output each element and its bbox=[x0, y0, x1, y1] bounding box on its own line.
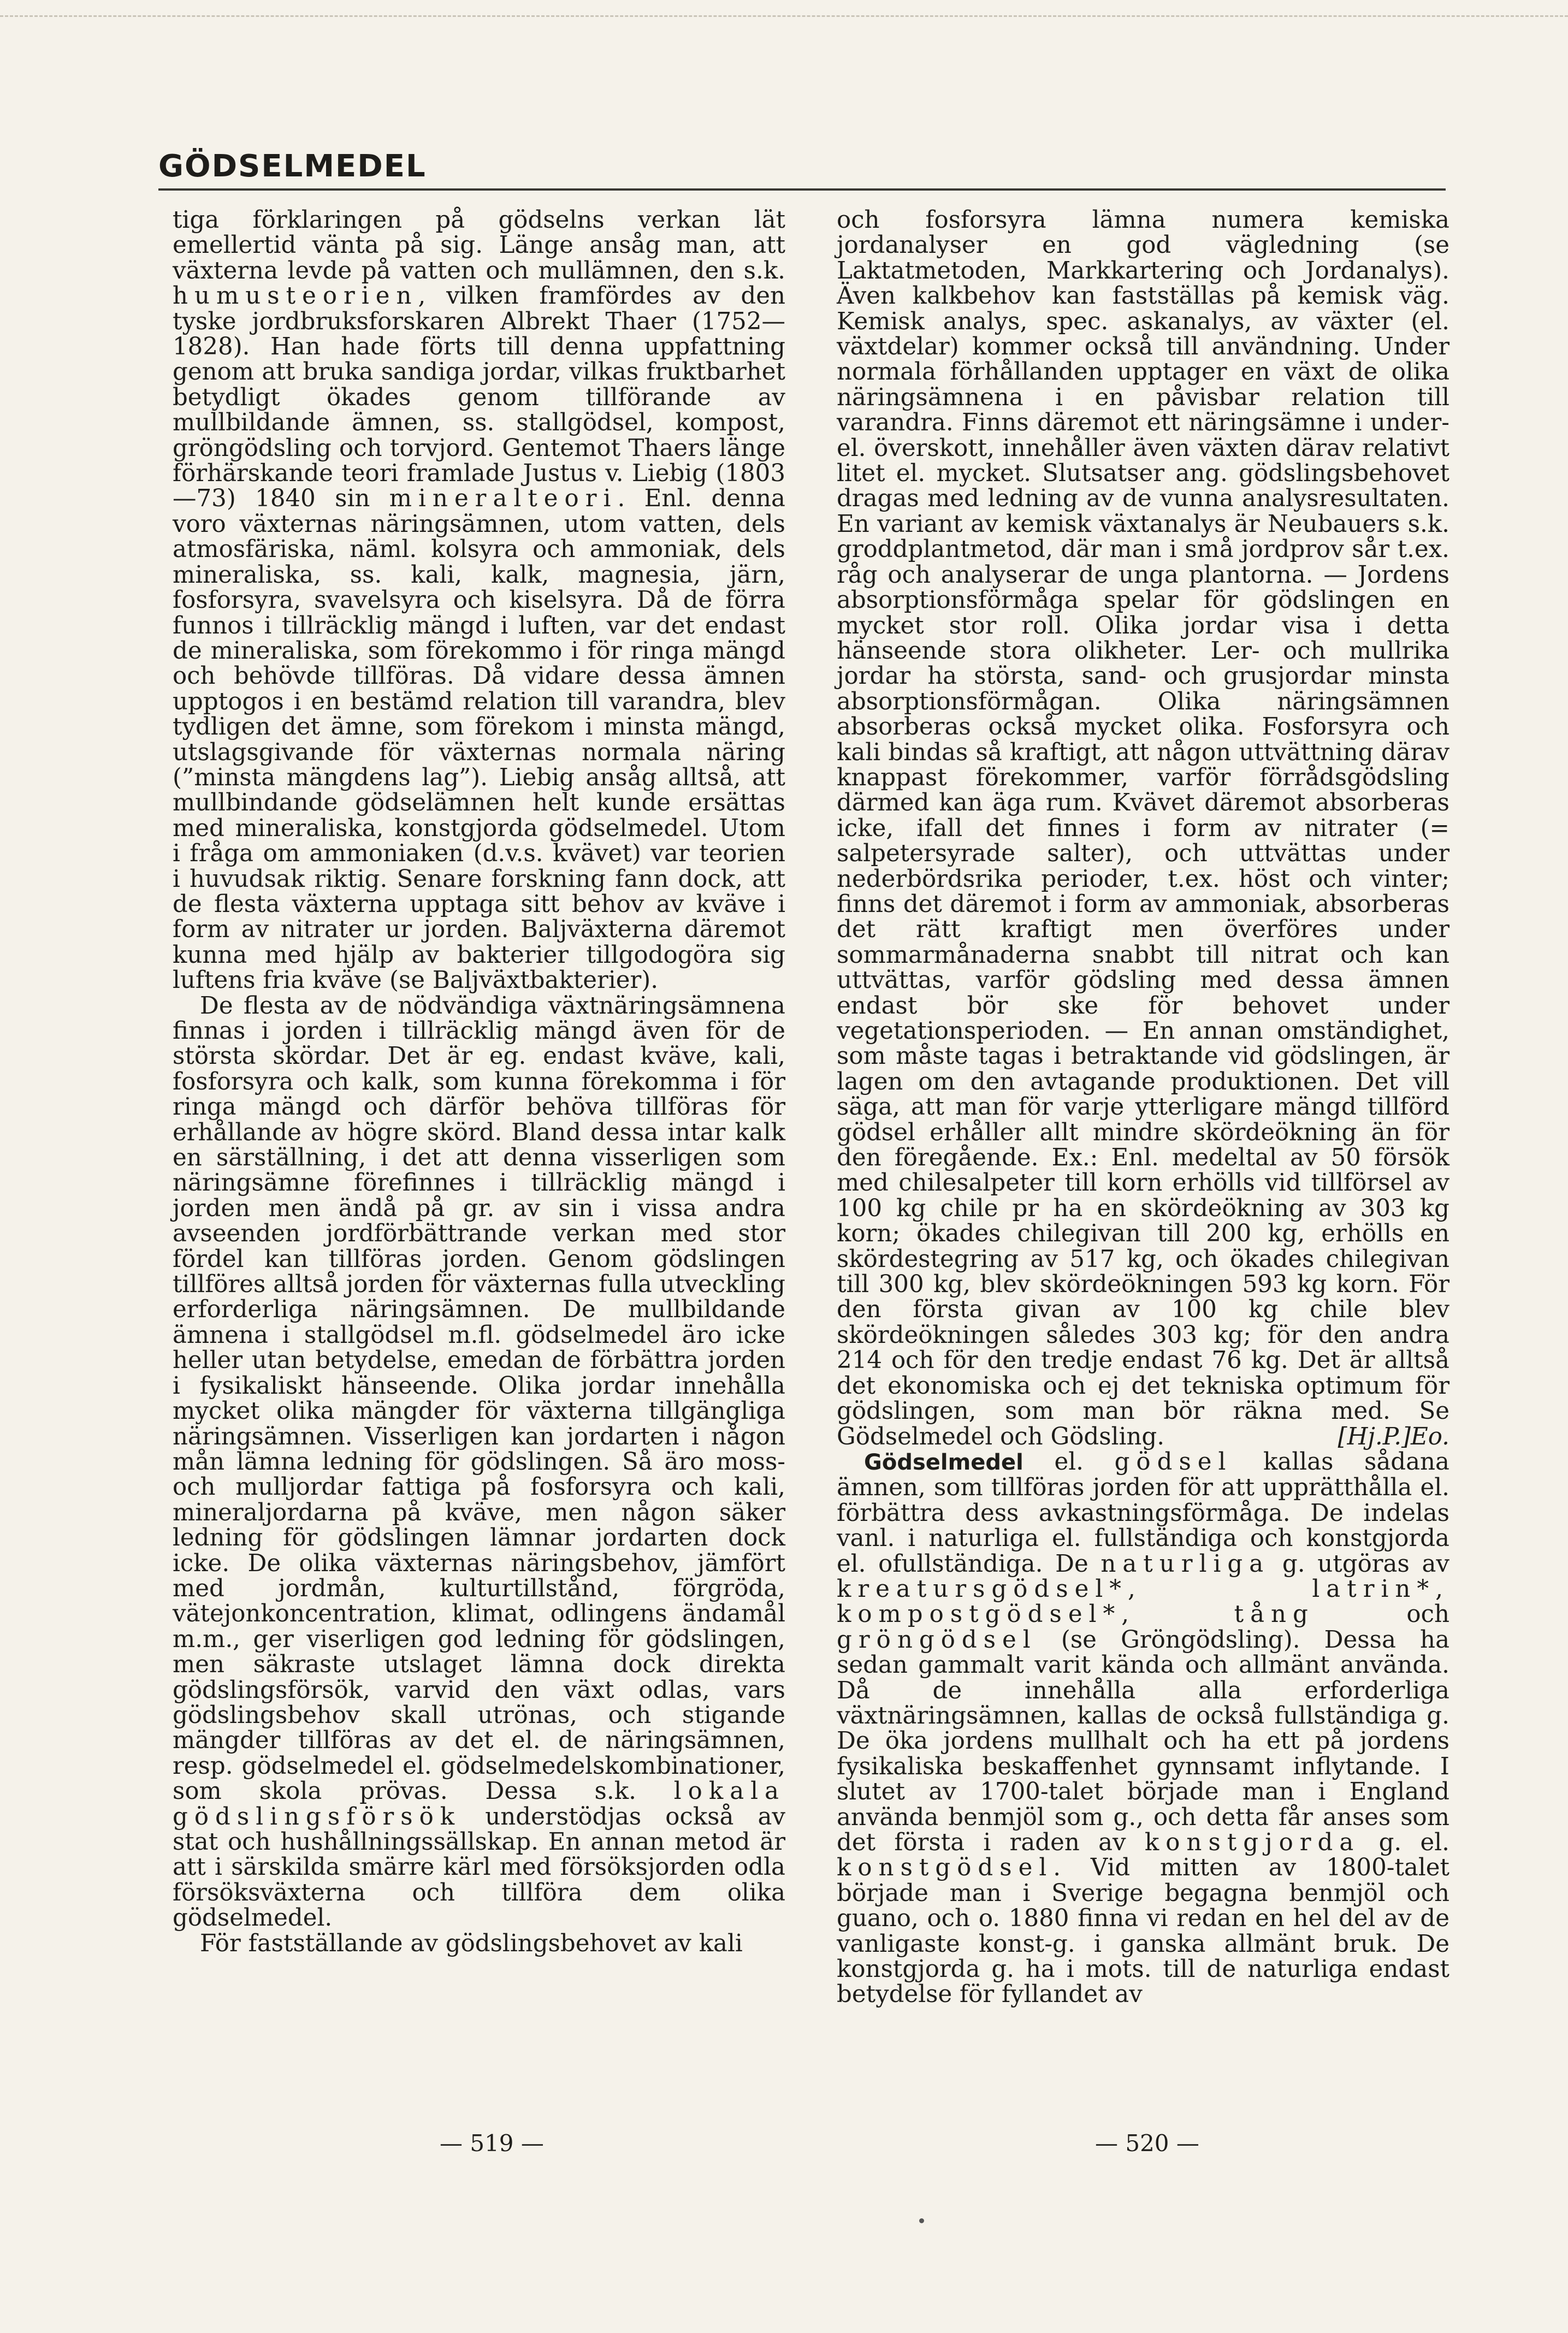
page-number-right: — 520 — bbox=[1095, 2130, 1199, 2157]
spaced-term: lokala gödslingsförsök bbox=[173, 1778, 785, 1831]
spaced-term: mineralteori bbox=[389, 485, 618, 513]
paragraph: och fosforsyra lämna numera kemiska jordanalyser en god vägledning (se Laktatmetoden, Markkartering och Jordanalys). Även kalkbehov kan fastställas på kemisk väg. Kemisk analys, spec. askanalys, av växter (el. växtdelar) kommer också till användning. Under normala förhållanden upptager en växt de olika näringsämnena i en påvisbar relation till varandra. Finns däremot ett näringsämne i under- el. överskott, innehåller även växten därav relativt litet el. mycket. Slutsatser ang. gödslingsbehovet dragas med ledning av de vunna analysresultaten. En variant av kemisk växtanalys är Neubauers s.k. groddplantmetod, där man i små jordprov sår t.ex. råg och analyserar de unga plantorna. — Jordens absorptionsförmåga spelar för gödslingen en mycket stor roll. Olika jordar visa i detta hänseende stora olikheter. Ler- och mullrika jordar ha största, sand- och grusjordar minsta absorptionsförmågan. Olika näringsämnen absorberas också mycket olika. Fosforsyra och kali bindas så kraftigt, att någon uttvättning därav knappast förekommer, varför förrådsgödsling därmed kan äga rum. Kvävet däremot absorberas icke, ifall det finnes i form av nitrater (= salpetersyrade salter), och uttvättas under nederbördsrika perioder, t.ex. höst och vinter; finns det däremot i form av ammoniak, absorberas det rätt kraftigt men överföres under sommarmånaderna snabbt till nitrat och kan uttvättas, varför gödsling med dessa ämnen endast bör ske för behovet under vegetationsperioden. — En annan omständighet, som måste tagas i betraktande vid gödslingen, är lagen om den avtagande produktionen. Det vill säga, att man för varje ytterligare mängd tillförd gödsel erhåller allt mindre skördeökning än för den föregående. Ex.: Enl. medeltal av 50 försök med chilesalpeter till korn erhölls vid tillförsel av 100 kg chile pr ha en skördeökning av 303 kg korn; ökades chilegivan till 200 kg, erhölls en skördestegring av 517 kg, och ökades chilegivan till 300 kg, blev skördeökningen 593 kg korn. För den första givan av 100 kg chile blev skördeökningen således 303 kg; för den andra 214 och för den tredje endast 76 kg. Det är alltså det ekonomiska och ej det tekniska optimum för gödslingen, som man bör räkna med. Se Gödselmedel och Gödsling. [Hj.P.]Eo. bbox=[837, 206, 1449, 1450]
left-column bbox=[173, 208, 785, 1956]
spaced-term: gödsel bbox=[1114, 1448, 1233, 1476]
entry-headword: Gödselmedel bbox=[864, 1449, 1023, 1475]
paragraph: De flesta av de nödvändiga växtnäringsämnena finnas i jorden i tillräcklig mängd även för de största skördar. Det är eg. endast kväve, kali, fosforsyra och kalk, som kunna förekomma i för ringa mängd och därför behöva tillföras för erhållande av högre skörd. Bland dessa intar kalk en särställning, i det att denna visserligen som näringsämne förefinnes i tillräcklig mängd i jorden men ändå på gr. av sin i vissa andra avseenden jordförbättrande verkan med stor fördel kan tillföras jorden. Genom gödslingen tillföres alltså jorden för växternas fulla utveckling erforderliga näringsämnen. De mullbildande ämnena i stallgödsel m.fl. gödselmedel äro icke heller utan betydelse, emedan de förbättra jorden i fysikaliskt hänseende. Olika jordar innehålla mycket olika mängder för växterna tillgängliga näringsämnen. Visserligen kan jordarten i någon mån lämna ledning för gödslingen. Så äro moss- och mulljordar fattiga på fosforsyra och kali, mineraljordarna på kväve, men någon säker ledning för gödslingen lämnar jordarten dock icke. De olika växternas näringsbehov, jämfört med jordmån, kulturtillstånd, förgröda, vätejonkoncentration, klimat, odlingens ändamål m.m., ger viserligen god ledning för gödslingen, men säkraste utslaget lämna dock direkta gödslingsförsök, varvid den växt odlas, vars gödslingsbehov skall utrönas, och stigande mängder tillföras av det el. de näringsämnen, resp. gödselmedel el. gödselmedelskombinationer, som skola prövas. Dessa s.k. lokala gödslingsförsök understödjas också av stat och hushållningssällskap. En annan metod är att i särskilda smärre kärl med försöksjorden odla försöksväxterna och tillföra dem olika gödselmedel. bbox=[173, 992, 785, 1932]
spaced-term: kreatursgödsel*, latrin*, kompostgödsel*, tång bbox=[837, 1575, 1449, 1629]
spaced-term: gröngödsel bbox=[837, 1626, 1037, 1654]
author-signature: [Hj.P.]Eo. bbox=[1338, 1423, 1449, 1450]
entry-gödselmedel: Gödselmedel el. gödsel kallas sådana ämnen, som tillföras jorden för att upprätthålla el. förbättra dess avkastningsförmåga. De indelas vanl. i naturliga el. fullständiga och konstgjorda el. ofullständiga. De naturliga g. utgöras av kreatursgödsel*, latrin*, kompostgödsel*, tång och gröngödsel (se Gröngödsling). Dessa ha sedan gammalt varit kända och allmänt använda. Då de innehålla alla erforderliga växtnäringsämnen, kallas de också fullständiga g. De öka jordens mullhalt och ha ett på jordens fysikaliska beskaffenhet gynnsamt inflytande. I slutet av 1700-talet började man i England använda benmjöl som g., och detta får anses som det första i raden av konstgjorda g. el. konstgödsel. Vid mitten av 1800-talet började man i Sverige begagna benmjöl och guano, och o. 1880 finna vi redan en hel del av de vanligaste konst-g. i ganska allmänt bruk. De konstgjorda g. ha i mots. till de naturliga endast betydelse för fyllandet av bbox=[837, 1448, 1449, 2009]
scan-top-edge bbox=[0, 15, 1568, 17]
page-number-left: — 519 — bbox=[440, 2130, 544, 2157]
spaced-term: humusteorien bbox=[173, 282, 418, 310]
spaced-term: konstgjorda bbox=[1144, 1829, 1360, 1856]
paragraph: tiga förklaringen på gödselns verkan lät emellertid vänta på sig. Länge ansåg man, att växterna levde på vatten och mullämnen, den s.k. humusteorien, vilken framfördes av den tyske jordbruksforskaren Albrekt Thaer (1752—1828). Han hade förts till denna uppfattning genom att bruka sandiga jordar, vilkas fruktbarhet betydligt ökades genom tillförande av mullbildande ämnen, ss. stallgödsel, kompost, gröngödsling och torvjord. Gentemot Thaers länge förhärskande teori framlade Justus v. Liebig (1803—73) 1840 sin mineralteori. Enl. denna voro växternas näringsämnen, utom vatten, dels atmosfäriska, näml. kolsyra och ammoniak, dels mineraliska, ss. kali, kalk, magnesia, järn, fosforsyra, svavelsyra och kiselsyra. Då de förra funnos i tillräcklig mängd i luften, var det endast de mineraliska, som förekommo i för ringa mängd och behövde tillföras. Då vidare dessa ämnen upptogos i en bestämd relation till varandra, blev tydligen det ämne, som förekom i minsta mängd, utslagsgivande för växternas normala näring (”minsta mängdens lag”). Liebig ansåg alltså, att mullbindande gödselämnen helt kunde ersättas med mineraliska, konstgjorda gödselmedel. Utom i fråga om ammoniaken (d.v.s. kvävet) var teorien i huvudsak riktig. Senare forskning fann dock, att de flesta växterna upptaga sitt behov av kväve i form av nitrater ur jorden. Baljväxterna däremot kunna med hjälp av bakterier tillgodogöra sig luftens fria kväve (se Baljväxtbakterier). bbox=[173, 206, 785, 994]
spaced-term: konstgödsel bbox=[837, 1854, 1054, 1882]
print-speck bbox=[919, 2218, 924, 2223]
paragraph: För fastställande av gödslingsbehovet av kali bbox=[200, 1929, 743, 1957]
header-divider bbox=[158, 188, 1446, 191]
running-head: GÖDSELMEDEL bbox=[158, 149, 427, 184]
spaced-term: naturliga bbox=[1100, 1550, 1270, 1578]
right-column bbox=[837, 208, 1449, 2008]
